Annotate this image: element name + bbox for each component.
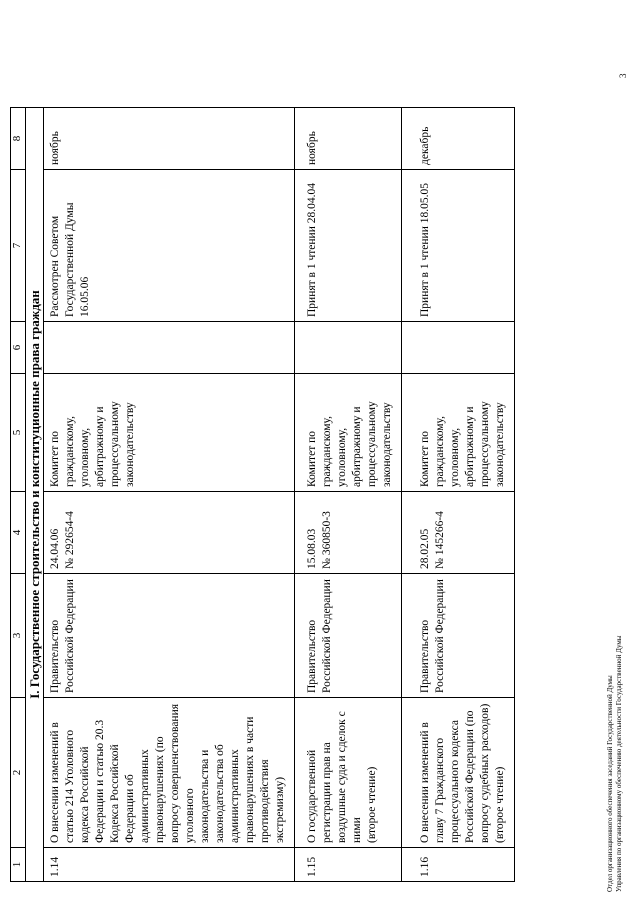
bill-registration: 28.02.05 № 145266-4	[402, 492, 515, 574]
planned-month: декабрь	[402, 108, 515, 170]
empty-cell	[295, 322, 402, 374]
section-title: I. Государственное строительство и конституционные права граждан	[26, 108, 44, 882]
empty-cell	[402, 322, 515, 374]
empty-cell	[44, 322, 295, 374]
planned-month: ноябрь	[44, 108, 295, 170]
bill-initiator: Правительство Российской Федерации	[295, 574, 402, 698]
bill-title: О внесении изменений в статью 214 Уголовного кодекса Российской Федерации и статью 20.3 Кодекса Российской Федерации об административных правонарушениях (по вопросу совершенствования уголовного законодательства и законодательства об административных правонарушениях в части противодействия экстремизму)	[44, 698, 295, 848]
table-row	[402, 108, 515, 882]
header-col-6: 6	[11, 322, 26, 374]
header-col-3: 3	[11, 574, 26, 698]
bill-registration: 15.08.03 № 360850-3	[295, 492, 402, 574]
section-row	[26, 108, 44, 882]
header-col-5: 5	[11, 374, 26, 492]
bill-initiator: Правительство Российской Федерации	[44, 574, 295, 698]
bill-initiator: Правительство Российской Федерации	[402, 574, 515, 698]
header-col-8: 8	[11, 108, 26, 170]
header-col-2: 2	[11, 698, 26, 848]
row-number: 1.16	[402, 848, 515, 882]
bill-status: Принят в 1 чтении 28.04.04	[295, 170, 402, 322]
responsible-committee: Комитет по гражданскому, уголовному, арбитражному и процессуальному законодательству	[44, 374, 295, 492]
table-row	[44, 108, 295, 882]
header-col-7: 7	[11, 170, 26, 322]
bill-registration: 24.04.06 № 292654-4	[44, 492, 295, 574]
planned-month: ноябрь	[295, 108, 402, 170]
bill-status: Принят в 1 чтении 18.05.05	[402, 170, 515, 322]
row-number: 1.14	[44, 848, 295, 882]
header-row	[11, 108, 26, 882]
page-number: 3	[618, 73, 628, 78]
bill-title: О государственной регистрации прав на воздушные суда и сделок с ними (второе чтение)	[295, 698, 402, 848]
header-col-4: 4	[11, 492, 26, 574]
footer-line-1: Отдел организационного обеспечения заседаний Государственной Думы	[606, 675, 614, 892]
responsible-committee: Комитет по гражданскому, уголовному, арбитражному и процессуальному законодательству	[295, 374, 402, 492]
row-number: 1.15	[295, 848, 402, 882]
bill-status: Рассмотрен Советом Государственной Думы 16.05.06	[44, 170, 295, 322]
responsible-committee: Комитет по гражданскому, уголовному, арбитражному и процессуальному законодательству	[402, 374, 515, 492]
bill-title: О внесении изменений в главу 7 Гражданского процессуального кодекса Российской Федерации (по вопросу судебных расходов) (второе чтение)	[402, 698, 515, 848]
table-row	[295, 108, 402, 882]
bills-table	[10, 107, 515, 882]
header-col-1: 1	[11, 848, 26, 882]
page-footer	[606, 636, 624, 892]
footer-line-2: Управления по организационному обеспечению деятельности Государственной Думы	[615, 635, 623, 892]
